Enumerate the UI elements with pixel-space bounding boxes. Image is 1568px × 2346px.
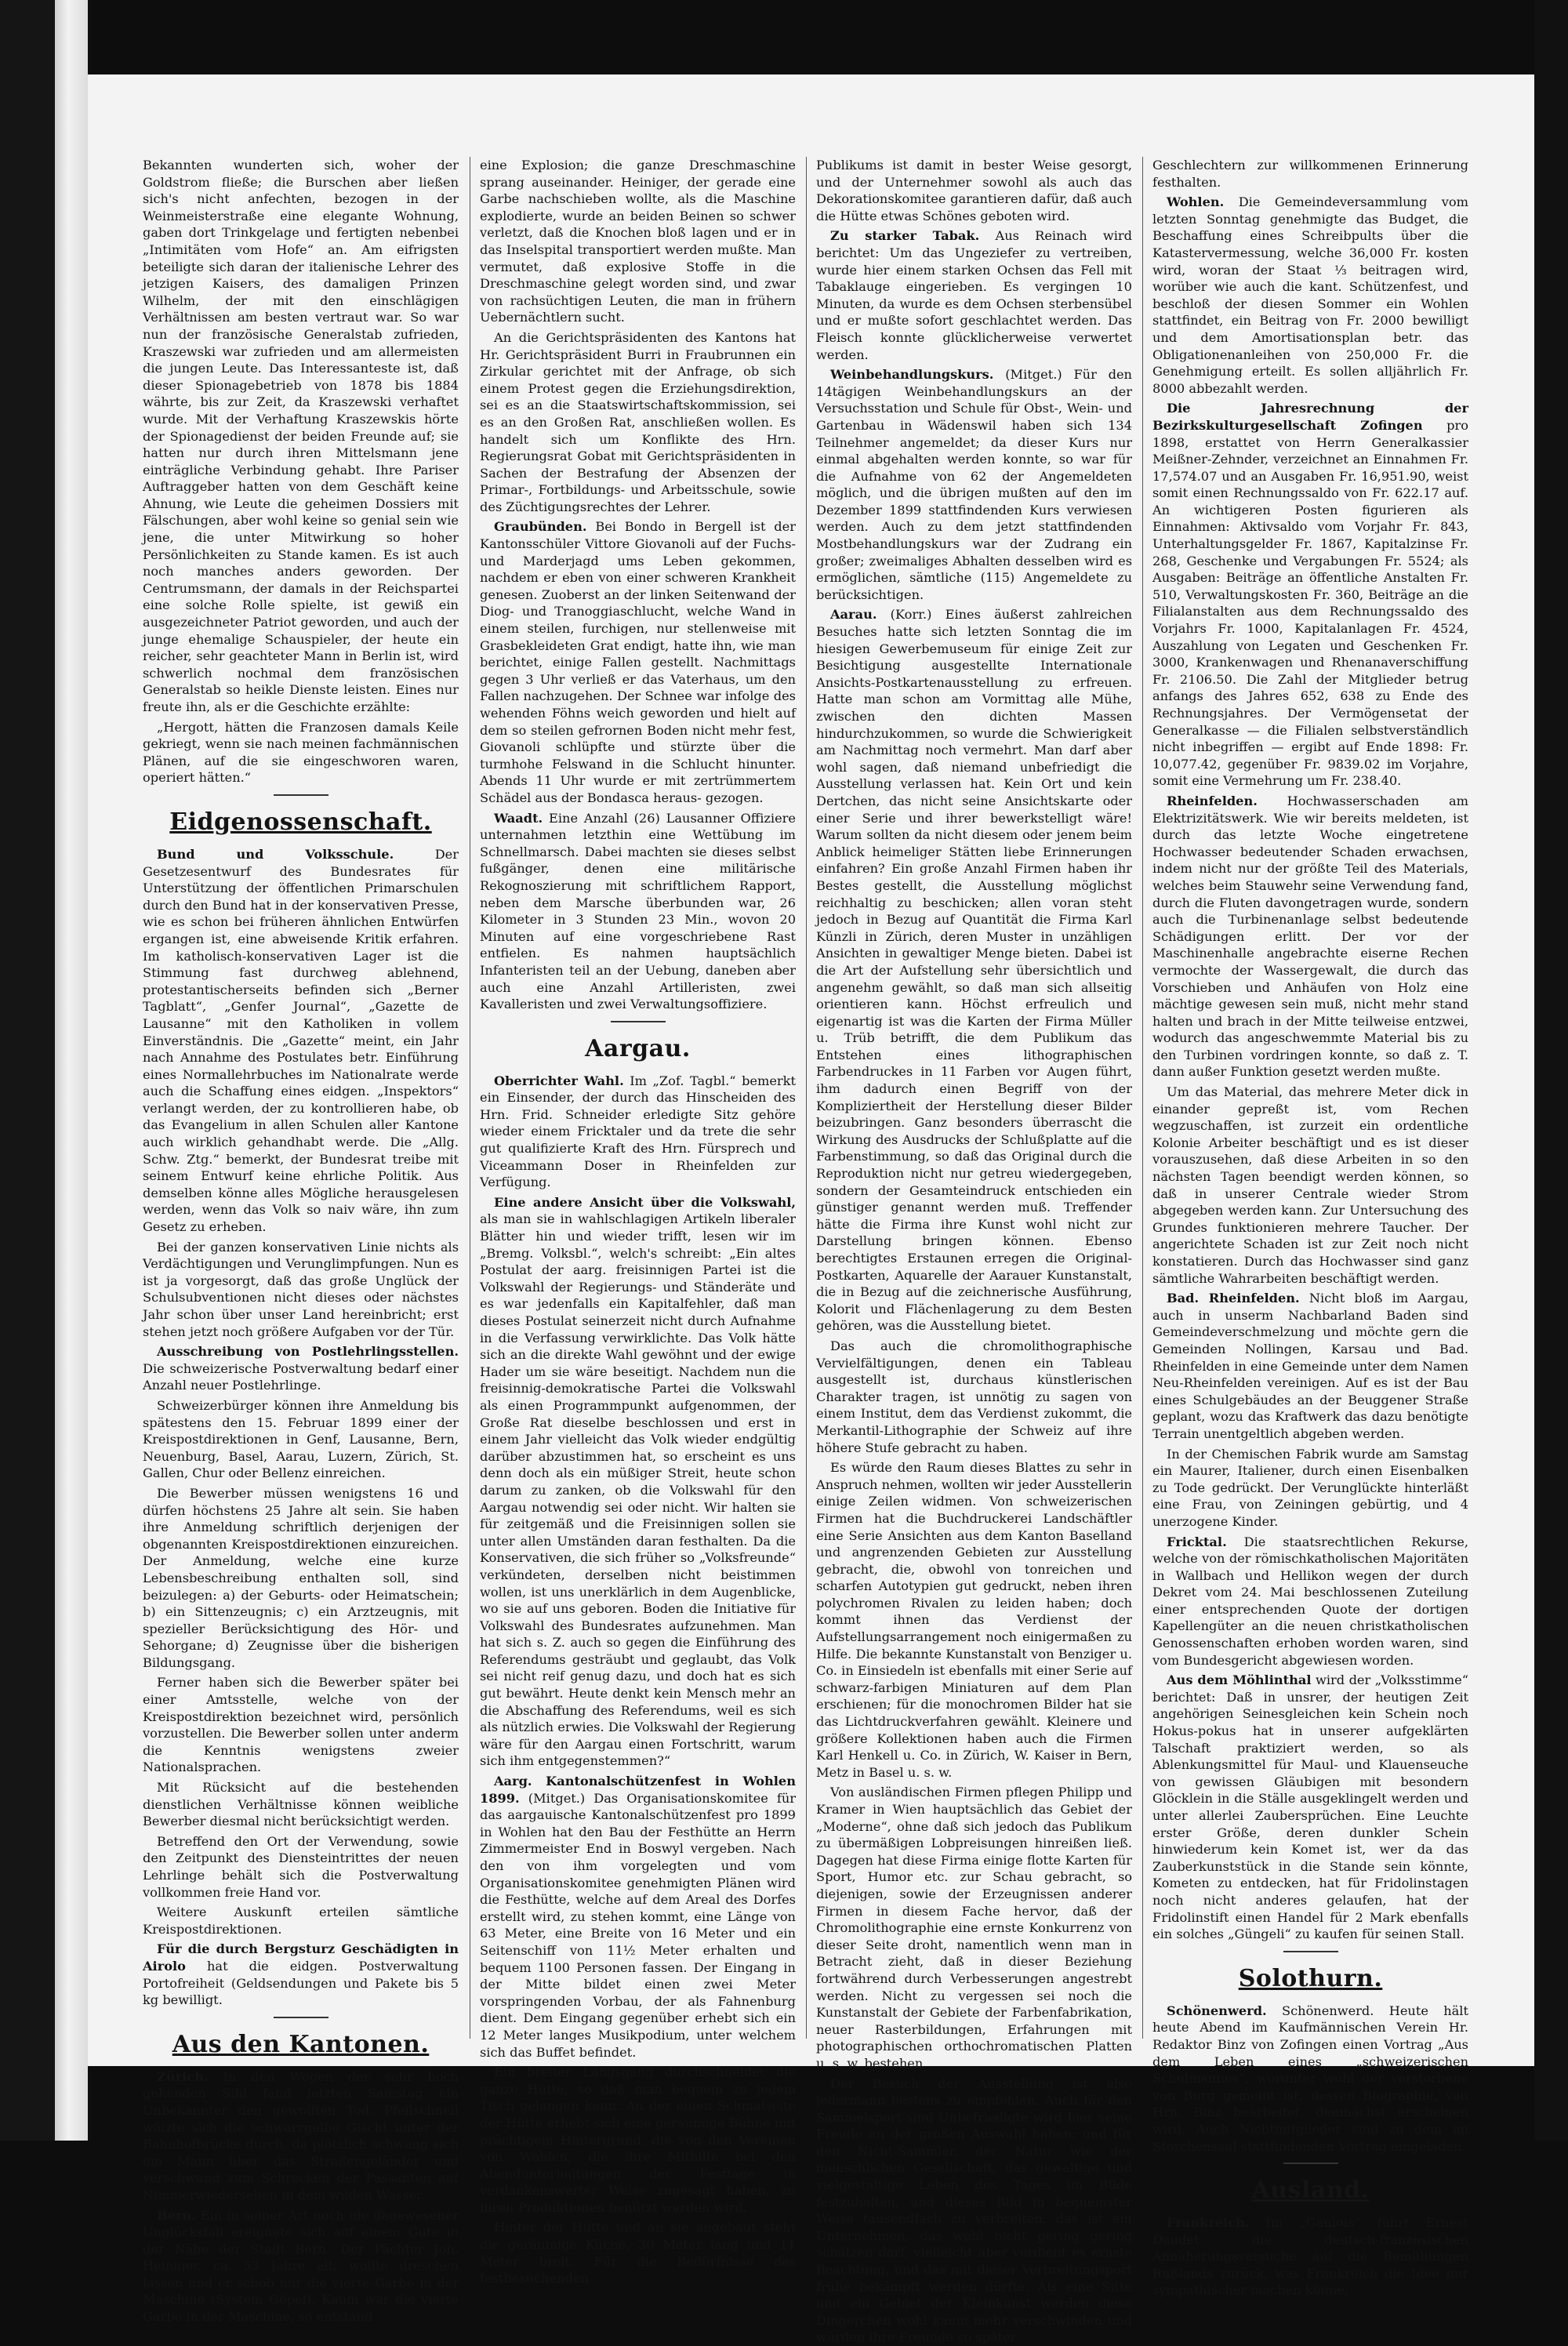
article-paragraph xyxy=(480,518,796,806)
article-headline: Aarg. Kantonalschützenfest in Wohlen 1899. xyxy=(480,1774,796,1806)
column-4 xyxy=(1152,157,1468,2054)
article-text: (Mitget.) Das Organisationskomitee für das aargauische Kantonalschützenfest pro 1899 in Wohlen hat den Bau der Festhütte an Herrn Zimmermeister End in Boswyl vergeben. Nach den von ihm vorgelegten und vom Organisationskomitee genehmigten Plänen wird die Festhütte, welche auf dem Areal des Dorfes erstellt wird, zu stehen kommt, eine Länge von 63 Meter, eine Breite von 16 Meter und ein Seitenschiff von 11½ Meter erhalten und bequem 1100 Personen fassen. Der Eingang in der Mitte bildet einen zwei Meter vorspringenden Vorbau, der als Fahnenburg dient. Dem Eingang gegenüber erhebt sich ein 12 Meter langes Musikpodium, unter welchem sich das Buffet befindet. xyxy=(480,1791,796,2060)
article-paragraph: „Hergott, hätten die Franzosen damals Keile gekriegt, wenn sie nach meinen fachmännischen Plänen, auf die sie eingeschworen waren, operiert hätten.“ xyxy=(143,719,459,786)
article-headline: Weinbehandlungskurs. xyxy=(830,367,993,382)
article-text: wird der „Volksstimme“ berichtet: Daß in unsrer, der heutigen Zeit angehörigen Seinesgleichen kein Schein noch Hokus-pokus hat in unserer aufgeklärten Talschaft praktiziert werden, so als Ablenkungsmittel für Maul- und Klauenseuche von gewissen Gläubigen mit besondern Glöcklein in die Ställe ausgeklingelt werden und unter allerlei Zaubersprüchen. Eine Leuchte erster Größe, deren dunkler Schein hinwiederum kein Komet ist, wer da das Zauberkunststück in die Stande sein könnte, Kometen zu entdecken, hat für Fridolinstagen noch nicht anderes gelaufen, hat der Fridolinstift einen Handel für 2 Mark ebenfalls ein solches „Güngeli“ zu kaufen für seinen Stall. xyxy=(1152,1672,1468,1941)
article-headline: Oberrichter Wahl. xyxy=(494,1073,624,1088)
article-paragraph xyxy=(143,2207,459,2326)
article-paragraph: Um das Material, das mehrere Meter dick in einander gepreßt ist, vom Rechen wegzuschaffen, ist zurzeit ein ordentliche Kolonie Arbeiter beschäftigt und es ist dieser vorauszusehen, daß diese Arbeiten in so den nächsten Tagen beendigt werden können, so daß in unserer Centrale wieder Strom abgegeben werden kann. Zur Untersuchung des Grundes funktionieren mehrere Taucher. Der angerichtete Schaden ist zur Zeit noch nicht konstatieren. Durch das Hochwasser sind ganz sämtliche Wahrarbeiten beschäftigt werden. xyxy=(1152,1084,1468,1287)
article-paragraph xyxy=(1152,1534,1468,1669)
article-paragraph xyxy=(1152,2003,1468,2155)
column-divider xyxy=(1142,157,1143,2039)
article-text: Bei Bondo in Bergell ist der Kantonsschüler Vittore Giovanoli auf der Fuchs- und Marderjagd ums Leben gekommen, nachdem er eben von einer schweren Krankheit genesen. Zuoberst an der linken Seitenwand der Diog- und Tranoggiaschlucht, welche Wand in einem steilen, furchigen, nur stellenweise mit Grasbekleideten Grat endigt, hatte ihn, wie man berichtet, einige Fallen gestellt. Nachmittags gegen 3 Uhr verließ er das Vaterhaus, um den Fallen nachzugehen. Der Schnee war infolge des wehenden Föhns weich geworden und hielt auf dem so steilen gefrornen Boden nicht mehr fest, Giovanoli schlüpfte und stürzte über die turmhohe Felswand in die Schlucht hinunter. Abends 11 Uhr wurde er mit zertrümmertem Schädel aus der Bondasca heraus- gezogen. xyxy=(480,519,796,805)
column-2 xyxy=(480,157,796,2054)
article-text: hat die eidgen. Postverwaltung Portofreiheit (Geldsendungen und Pakete bis 5 kg bewilligt. xyxy=(143,1959,459,2007)
article-paragraph xyxy=(480,1773,796,2061)
article-headline: Aus dem Möhlinthal xyxy=(1167,1672,1312,1687)
article-paragraph xyxy=(1152,1672,1468,1943)
article-paragraph: Das auch die chromolithographische Vervielfältigungen, denen ein Tableau ausgestellt ist, durchaus künstlerischen Charakter tragen, ist unnötig zu sagen von einem Institut, dem das Verdienst zukommt, die Merkantil-Lithographie der Schweiz auf ihre höhere Stufe gebracht zu haben. xyxy=(816,1338,1132,1456)
article-text: Schönenwerd. Heute hält heute Abend im Kaufmännischen Verein Hr. Redaktor Binz von Zofingen einen Vortrag „Aus dem Leben eines „schweizerischen Schulmannes“, worunter wohl der verstorbene von Burg gemeint ist, dessen Biographie, von Hrn. Binz bearbeitet, demnächst erscheinen wird. Auch Nichtmitglieder sind zu dem im Storchensaal stattfindenden Vortrag eingeladen. xyxy=(1152,2003,1468,2154)
article-paragraph: In der Chemischen Fabrik wurde am Samstag ein Maurer, Italiener, durch einen Eisenbalken zu Tode gedrückt. Der Verunglückte hinterläßt eine Frau, von Zeiningen gebürtig, und 4 unerzogene Kinder. xyxy=(1152,1446,1468,1531)
article-text: als man sie in wahlschlagigen Artikeln liberaler Blätter hin und wieder trifft, lesen wir im „Bremg. Volksbl.“, welch's schreibt: „Ein altes Postulat der aarg. freisinnigen Partei ist die Volkswahl der Regierungs- und Ständeräte und es war jedenfalls ein Kapitalfehler, daß man dieses Postulat seinerzeit nicht durch Aufnahme in die Verfassung verwirklichte. Das Volk hätte sich an die direkte Wahl gewöhnt und der ewige Hader um sie wäre beseitigt. Nachdem nun die freisinnig-demokratische Partei die Volkswahl als einen Programmpunkt aufgenommen, der Große Rat dieselbe beschlossen und erst in einem Jahr vielleicht das Volk wieder endgültig darüber abzustimmen hat, so erscheint es uns denn doch als ein müßiger Streit, heute schon darum zu zanken, ob die Volkswahl für den Aargau notwendig sei oder nicht. Wir halten sie für zeitgemäß und die Freisinnigen sollen sie unter allen Umständen daran festhalten. Da die Konservativen, die sich früher so „Volksfreunde“ verkündeten, derselben nicht beistimmen wollen, ist uns unerklärlich in dem Augenblicke, wo sie auf uns geboren. Boden die Initiative für Volkswahl des Bundesrates aufzunehmen. Man hat sich s. Z. auch so gegen die Einführung des Referendums gesträubt und geglaubt, das Volk sei nicht reif genug dazu, und doch hat es sich gut bewährt. Heute denkt kein Mensch mehr an die Abschaffung des Referendums, weil es sich als nützlich erwies. Die Volkswahl der Regierung wäre für den Aargau einen Fortschritt, warum sich ihm entgegenstemmen?“ xyxy=(480,1211,796,1768)
article-paragraph: Geschlechtern zur willkommenen Erinnerung festhalten. xyxy=(1152,157,1468,191)
article-headline: Die Jahresrechnung der Bezirkskulturgesellschaft Zofingen xyxy=(1152,401,1468,433)
article-text: Nicht bloß im Aargau, auch in unserm Nachbarland Baden sind Gemeindeverschmelzung und möchte gern die Gemeinden Nollingen, Karsau und Bad. Rheinfelden in eine Gemeinde unter dem Namen Neu-Rheinfelden vereinigen. Auf es ist der Bau eines Schulgebäudes an der Beuggener Straße geplant, wozu das Kraftwerk das dazu benötigte Terrain unentgeltlich abgeben werden. xyxy=(1152,1291,1468,1441)
section-title: Aus den Kantonen. xyxy=(143,2031,459,2059)
article-paragraph: Mit Rücksicht auf die bestehenden dienstlichen Verhältnisse können weibliche Bewerber diesmal nicht berücksichtigt werden. xyxy=(143,1779,459,1830)
article-text: Im „Gaulois“ führt Ernest Daudet die deutsch-französischen Annäherungsversuche auf die Bemühungen Rußlands zurück, was Frankreich die Idee nur sympathischer machen könne, xyxy=(1152,2215,1468,2297)
article-paragraph xyxy=(480,1194,796,1770)
article-paragraph: Der Besuch der Ausstellung ist also jedermann bestens zu empfehlen. Auch für den Sammelsport sind Unbefriedigte wird hier seine Freude an der großen Auswahl haben; und für den Nicht-Sammler, der Natur wie der menschlichen Gesellschaft, das gewaltige und vielgestaltige Leben des Tages im Bilde festzuhalten, und dieses Bild in bequemster Weise tausendfach zu verbreiten, das ist ein Unternehmen, das wohl nicht gering gering schätzen darf, vielleicht aber verdient es ernste Beachtung, und das mit dieser Verbreitungsport frühe bekämpft werden dürfte. Als eine Sitte und ein Gebiet der Kleinkunst werden diese Dingerchen wohl kaum mehr verschwinden und würden ihre Freunde so später xyxy=(816,2075,1132,2346)
section-rule xyxy=(274,794,328,796)
article-paragraph: Von ausländischen Firmen pflegen Philipp und Kramer in Wien hauptsächlich das Gebiet der „Moderne“, ohne daß sich jedoch das Publikum zu übermäßigen Lobpreisungen hinreißen ließ. Dagegen hat diese Firma einige flotte Karten für Sport, Humor etc. zur Schau gebracht, so diejenigen, sowie der Erzeugnissen anderer Firmen in diesem Fache hervor, daß der Chromolithographie eine ernste Konkurrenz von dieser Seite droht, namentlich wenn man in Betracht zieht, daß in dieser Beziehung fortwährend durch Verbesserungen angestrebt werden. Nicht zu vergessen sei noch die Kunstanstalt der Gebiete der Farbenfabrikation, neuer Rasterbildungen, Erfahrungen mit photographischen orthochromatischen Platten u. s. w. bestehen. xyxy=(816,1784,1132,2072)
article-paragraph xyxy=(480,1073,796,1191)
section-title: Solothurn. xyxy=(1152,1965,1468,1993)
article-text: (Korr.) Eines äußerst zahlreichen Besuches hatte sich letzten Sonntag die im hiesigen Gewerbemuseum für einige Zeit zur Besichtigung ausgestellte Internationale Ansichts-Postkartenausstellung zu erfreuen. Hatte man schon am Vormittag alle Mühe, zwischen den dichten Massen hindurchzukommen, so wurde die Schwierigkeit am Nachmittag noch vermehrt. Man darf aber wohl sagen, daß niemand unbefriedigt die Ausstellung verlassen hat. Kein Ort und kein Dertchen, das nicht seine Ansichtskarte oder einer Serie und ihrer bewerkstelligt wäre! Warum sollten da nicht diesem oder jenem beim Anblick heimeliger Stätten liebe Erinnerungen einfahren? Ein große Anzahl Firmen haben ihr Bestes gestellt, die Ausstellung möglichst reichhaltig zu beschicken; allen voran steht jedoch in Bezug auf Quantität die Firma Karl Künzli in Zürich, deren Muster in unzähligen Ansichten in gewaltiger Menge bieten. Dabei ist die Art der Aufstellung sehr übersichtlich und angenehm gewählt, so daß man sich allseitig orientieren kann. Höchst erfreulich und eigenartig ist was die Karten der Firma Müller u. Trüb betrifft, die dem Publikum das Entstehen eines lithographischen Farbendruckes in 11 Farben vor Augen führt, ihm dadurch einen Begriff von der Kompliziertheit der Herstellung dieser Bilder beizubringen. Ganz besonders überrascht die Wirkung des Ausdrucks der Schlußplatte auf die Farbenstimmung, so daß das Original durch die Reproduktion nicht nur getreu wiedergegeben, sondern der Gesamteindruck entschieden ein günstiger genannt werden muß. Treffender hätte die Firma ihre Kunst wohl nicht zur Darstellung bringen können. Ebenso berechtigtes Erstaunen erregen die Original-Postkarten, Aquarelle der Aarauer Kunstanstalt, die in Bezug auf die zeichnerische Ausführung, Kolorit und Flächenlagerung zu dem Besten gehören, was die Ausstellung bietet. xyxy=(816,607,1132,1333)
section-rule xyxy=(611,1021,666,1022)
article-headline: Eine andere Ansicht über die Volkswahl, xyxy=(494,1195,796,1210)
article-paragraph: Publikums ist damit in bester Weise gesorgt, und der Unternehmer sowohl als auch das Dekorationskomitee garantieren dafür, daß auch die Hütte etwas Schönes geboten wird. xyxy=(816,157,1132,224)
article-paragraph: Schweizerbürger können ihre Anmeldung bis spätestens den 15. Februar 1899 einer der Kreispostdirektionen in Genf, Lausanne, Bern, Neuenburg, Basel, Aarau, Luzern, Zürich, St. Gallen, Chur oder Bellenz einreichen. xyxy=(143,1397,459,1482)
article-headline: Bad. Rheinfelden. xyxy=(1167,1291,1300,1306)
article-headline: Aarau. xyxy=(830,607,877,622)
article-paragraph xyxy=(143,846,459,1236)
scan-background xyxy=(0,0,55,2141)
article-headline: Frankreich. xyxy=(1167,2215,1249,2230)
column-3 xyxy=(816,157,1132,2054)
article-text: Ein in seiner Art noch nie dagewesener Unglücksfall ereignete sich auf einem Gute in der Nähe der Stadt Bern. Der Pächter Joh. Heiniger, ca. 53 Jahre alt, wollte dreschen lassen und er schob nur die vierte Garbe in der Maschine (System Göpel). Kaum war die vierte Garbe in der Maschine, so entstand xyxy=(143,2208,459,2325)
article-paragraph xyxy=(1152,1290,1468,1442)
newspaper-page xyxy=(88,74,1534,2066)
section-rule xyxy=(1283,1951,1338,1952)
article-headline: Waadt. xyxy=(494,811,543,826)
article-paragraph xyxy=(1152,793,1468,1080)
section-title: Aargau. xyxy=(480,1035,796,1063)
article-paragraph: Ferner haben sich die Bewerber später bei einer Amtsstelle, welche von der Kreispostdirektion bezeichnet wird, persönlich vorzustellen. Die Bewerber sollen unter anderm die Kenntnis wenigstens zweier Nationalsprachen. xyxy=(143,1674,459,1776)
article-headline: Graubünden. xyxy=(494,519,587,534)
article-headline: Bern. xyxy=(157,2208,196,2223)
article-paragraph: Hinter der Hütte und an sie angebaut steht die geräumige Küche, 30 Meter lang und 11 Meter breit. Für die Bedürfnisse des festbesuchenden xyxy=(480,2219,796,2286)
article-headline: Ausschreibung von Postlehrlingsstellen. xyxy=(157,1344,459,1359)
article-headline: Wohlen. xyxy=(1167,194,1224,209)
article-text: Der Gesetzesentwurf des Bundesrates für Unterstützung der öffentlichen Primarschulen durch den Bund hat in der konservativen Presse, wie es schon bei früheren ähnlichen Entwürfen ergangen ist, eine abweisende Kritik erfahren. Im katholisch-konservativen Lager ist die Stimmung fast durchweg ablehnend, protestantischerseits befinden sich „Berner Tagblatt“, „Genfer Journal“, „Gazette de Lausanne“ mit den Katholiken in vollem Einverständnis. Die „Gazette“ meint, ein Jahr nach Annahme des Postulates betr. Einführung eines Normallehrbuches im Nationalrate werde auch die Schaffung eines eidgen. „Inspektors“ verlangt werden, der zu kontrollieren habe, ob das Evangelium in allen Schulen aller Kantone auch wirklich gehandhabt werde. Die „Allg. Schw. Ztg.“ bemerkt, der Bundesrat treibe mit seinem Entwurf keine ehrliche Politik. Aus demselben könne alles Mögliche herausgelesen werden, wenn das Volk so naiv wäre, ihn zum Gesetz zu erheben. xyxy=(143,847,459,1234)
article-headline: Schönenwerd. xyxy=(1167,2003,1267,2018)
article-headline: Zu starker Tabak. xyxy=(830,228,979,243)
article-headline: Für die durch Bergsturz Geschädigten in Airolo xyxy=(143,1941,459,1974)
article-paragraph xyxy=(816,366,1132,603)
article-paragraph: Bei der ganzen konservativen Linie nichts als Verdächtigungen und Verunglimpfungen. Nun es ist ja vorgesorgt, daß das große Unglück der Schulsubventionen nicht dieses oder nächstes Jahr schon über unser Land hereinbricht; erst stehen jetzt noch größere Aufgaben vor der Tür. xyxy=(143,1239,459,1341)
column-divider xyxy=(806,157,807,2039)
article-paragraph: Die Bewerber müssen wenigstens 16 und dürfen höchstens 25 Jahre alt sein. Sie haben ihre Anmeldung schriftlich derjenigen der obgenannten Kreispostdirektionen einzureichen. Der Anmeldung, welche eine kurze Lebensbeschreibung enthalten soll, sind beizulegen: a) der Geburts- oder Heimatschein; b) ein Sittenzeugnis; c) ein Arztzeugnis, mit spezieller Berücksichtigung des Hör- und Sehorgane; d) Zeugnisse über die bisherigen Bildungsgang. xyxy=(143,1485,459,1672)
scan-background-right xyxy=(1534,0,1568,2141)
article-text: pro 1898, erstattet von Herrn Generalkassier Meißner-Zehnder, verzeichnet an Einnahmen Fr. 17,574.07 und an Ausgaben Fr. 16,951.90, weist somit einen Rechnungssaldo von Fr. 622.17 auf. An wichtigeren Posten figurieren als Einnahmen: Aktivsaldo vom Vorjahr Fr. 843, Unterhaltungsgelder Fr. 1867, Kapitalzinse Fr. 268, Geschenke und Vergabungen Fr. 5524; als Ausgaben: Beiträge an öffentliche Anstalten Fr. 510, Verwaltungskosten Fr. 360, Beiträge an die Filialanstalten aus dem Rechnungssaldo des Vorjahrs Fr. 1000, Kapitalanlagen Fr. 4524, Auszahlung von Legaten und Geschenken Fr. 3000, Krankenwagen und Rhenanaverschiffung Fr. 2106.50. Die Zahl der Mitglieder betrug anfangs des Jahres 652, 638 zu Ende des Rechnungsjahres. Der Vermögensetat der Generalkasse — die Filialen selbstverständlich nicht inbegriffen — ergibt auf Ende 1898: Fr. 10,077.42, gegenüber Fr. 9839.02 im Vorjahre, somit eine Vermehrung um Fr. 238.40. xyxy=(1152,418,1468,788)
article-headline: Zürich. xyxy=(157,2069,209,2084)
article-text: (Mitget.) Für den 14tägigen Weinbehandlungskurs an der Versuchsstation und Schule für Obst-, Wein- und Gartenbau in Wädenswil haben sich 134 Teilnehmer angemeldet; da dieser Kurs nur einmal abgehalten werden konnte, so war für die Aufnahme von 62 der Angemeldeten möglich, und die übrigen mußten auf den im Dezember 1899 stattfindenden Kurs verwiesen werden. Auch zu dem jetzt stattfindenden Mostbehandlungskurs war der Zudrang ein großer; zweimaliges Abhalten desselben wird es ermöglichen, sämtliche (115) Angemeldete zu berücksichtigen. xyxy=(816,367,1132,602)
article-paragraph xyxy=(480,810,796,1013)
page-binding-edge xyxy=(55,0,88,2141)
article-text: Hochwasserschaden am Elektrizitätswerk. Wie wir bereits meldeten, ist durch das letzte Woche eingetretene Hochwasser bedeutender Schaden erwachsen, indem nicht nur der größte Teil des Materials, welches beim Stauwehr seine Verwendung fand, durch die Fluten davongetragen wurde, sondern auch die Turbinenanlage selbst bedeutende Schädigungen erlitt. Der vor der Maschinenhalle angebrachte eiserne Rechen vermochte der Wassergewalt, die durch das Vorschieben und Anhäufen von Holz eine mächtige gewesen sein muß, nicht mehr stand halten und brach in der Mitte teilweise entzwei, wodurch das angeschwemmte Material bis zu den Turbinen vordringen konnte, so daß z. T. dann außer Funktion gesetzt werden mußte. xyxy=(1152,794,1468,1080)
article-headline: Bund und Volksschule. xyxy=(157,847,394,862)
article-paragraph xyxy=(1152,2214,1468,2299)
article-paragraph xyxy=(143,1941,459,2008)
article-paragraph: Weitere Auskunft erteilen sämtliche Kreispostdirektionen. xyxy=(143,1904,459,1937)
article-headline: Rheinfelden. xyxy=(1167,794,1258,808)
article-paragraph xyxy=(816,606,1132,1335)
article-paragraph: Bekannten wunderten sich, woher der Goldstrom fließe; die Burschen aber ließen sich's nicht anfechten, bezogen in der Weinmeisterstraße eine elegante Wohnung, gaben dort Trinkgelage und fertigten nebenbei „Intimitäten vom Hofe“ an. Am eifrigsten beteiligte sich daran der italienische Lehrer des jetzigen Kaisers, des damaligen Prinzen Wilhelm, der mit den einschlägigen Verhältnissen am besten vertraut war. So war nun der französische Generalstab zufrieden, Kraszewski war zufrieden und am allermeisten die jungen Leute. Das Interessanteste ist, daß dieser Spionagebetrieb von 1878 bis 1884 währte, bis zur Zeit, da Kraszewski verhaftet wurde. Mit der Verhaftung Kraszewskis hörte der Spionagedienst der beiden Freunde auf; sie hatten nur durch ihren Mittelsmann jene einträgliche Verbindung gehabt. Ihre Pariser Auftraggeber hatten von dem Geschäft keine Ahnung, wie Leute die geheimen Dossiers mit Fälschungen, aber wohl keine so genial sein wie jene, die unter Mitwirkung so hoher Persönlichkeiten zu Stande kamen. Es ist auch noch manches anders geworden. Der Centrumsmann, der damals in der Reichspartei eine solche Rolle spielte, ist gewiß ein ausgezeichneter Patriot geworden, und auch der junge ehemalige Schauspieler, der heute ein reicher, sehr geachteter Mann in Berlin ist, wird schwerlich nochmal dem französischen Generalstab so heikle Dienste leisten. Eines nur freute ihn, als er die Geschichte erzählte: xyxy=(143,157,459,716)
article-paragraph: eine Explosion; die ganze Dreschmaschine sprang auseinander. Heiniger, der gerade eine Garbe nachschieben wollte, als die Maschine explodierte, wurde an beiden Beinen so schwer verletzt, daß die Knochen bloß lagen und er in das Inselspital transportiert werden mußte. Man vermutet, daß explosive Stoffe in die Dreschmaschine gelegt worden sind, und zwar von rachsüchtigen Leuten, die man in frühern Uebernächtlern sucht. xyxy=(480,157,796,326)
article-text: Aus Reinach wird berichtet: Um das Ungeziefer zu vertreiben, wurde hier einem starken Ochsen das Fell mit Tabaklauge eingerieben. Es vergingen 10 Minuten, da wurde es dem Ochsen sterbensübel und er mußte sofort geschlachtet werden. Das Fleisch konnte glücklicherweise verwertet werden. xyxy=(816,228,1132,361)
article-text: In den Wogen der sehr hoch gehenden Sihl fand letzten Samstag ein Unbekannter den gewollten Tod. Pfeilschnell wälzte sich die schwarzgelbe Gischt unter der Bahnhofbrücke durch, da plötzlich schwang sich ein Mann über das Straßengeländer und verschwand zum Schrecken der Passanten auf Nimmerwiedersehen in dem wilden Wasser. xyxy=(143,2069,459,2203)
article-text: Die Gemeindeversammlung vom letzten Sonntag genehmigte das Budget, die Beschaffung eines Schreibpults über die Katastervermessung, welche 36,000 Fr. kosten wird, woran der Staat ⅓ beitragen wird, worüber wie auch die kant. Schützenfest, und beschloß der diesen Sommer ein Wohlen stattfindet, ein Beitrag von Fr. 2000 bewilligt und dem Amortisationsplan betr. das Obligationenanleihen von 250,000 Fr. die Genehmigung erteilt. Es sollen alljährlich Fr. 8000 abbezahlt werden. xyxy=(1152,194,1468,396)
section-rule xyxy=(274,2017,328,2018)
article-paragraph: An die Gerichtspräsidenten des Kantons hat Hr. Gerichtspräsident Burri in Fraubrunnen ein Zirkular gerichtet mit der Anfrage, ob sich einem Protest gegen die Erziehungsdirektion, sei es an die Staatswirtschaftskommission, sei es an den Großen Rat, anschließen wollen. Es handelt sich um Konflikte des Hrn. Regierungsrat Gobat mit Gerichtspräsidenten in Sachen der Bestrafung der Absenzen der Primar-, Fortbildungs- und Arbeitsschule, sowie des Züchtigungsrechtes der Lehrer. xyxy=(480,329,796,516)
article-paragraph xyxy=(143,1343,459,1394)
article-text: Die staatsrechtlichen Rekurse, welche von der römischkatholischen Majoritäten in Wallbach und Hellikon wegen der durch Dekret vom 24. Mai beschlossenen Zuteilung einer entsprechenden Quote der dortigen Kapellengüter an die neuen christkatholischen Genossenschaften erhoben worden waren, sind vom Bundesgericht abgewiesen worden. xyxy=(1152,1534,1468,1668)
section-title: Ausland. xyxy=(1152,2177,1468,2205)
article-paragraph: Es würde den Raum dieses Blattes zu sehr in Anspruch nehmen, wollten wir jeder Ausstellerin einige Zeilen widmen. Von schweizerischen Firmen hat die Buchdruckerei Landschäftler eine Serie Ansichten aus dem Kanton Baselland und angrenzenden Gebieten zur Ausstellung gebracht, die, obwohl von tonreichen und scharfen Autotypien gut gedruckt, neben ihren polychromen Rivalen zu leiden haben; doch kommt ihnen das Verdienst der Aufstellungsarrangement noch einigermaßen zu Hilfe. Die bekannte Kunstanstalt von Benziger u. Co. in Einsiedeln ist ebenfalls mit einer Serie auf schwarz-farbigen Miniaturen auf dem Plan erschienen; für die monochromen Bilder hat sie das Lichtdruckverfahren gewählt. Kleinere und größere Kollektionen haben auch die Firmen Karl Henkell u. Co. in Zürich, W. Kaiser in Bern, Metz in Basel u. s. w. xyxy=(816,1459,1132,1781)
article-text: Im „Zof. Tagbl.“ bemerkt ein Einsender, der durch das Hinscheiden des Hrn. Frid. Schneider erledigte Sitz gehöre wieder einem Fricktaler und da trete die sehr gut qualifizierte Kraft des Hrn. Fürsprech und Viceammann Doser in Rheinfelden zur Verfügung. xyxy=(480,1073,796,1190)
article-paragraph xyxy=(1152,194,1468,397)
article-text: Eine Anzahl (26) Lausanner Offiziere unternahmen letzthin eine Wettübung im Schnellmarsch. Dabei machten sie dieses selbst fußgänger, denen eine militärische Rekognoszierung mit schriftlichem Rapport, neben dem Marsche überbunden war, 26 Kilometer in 3 Stunden 23 Min., wovon 20 Minuten auf eine vorgeschriebene Rast entfielen. Es nahmen hauptsächlich Infanteristen teil an der Uebung, daneben aber auch eine Anzahl Artilleristen, zwei Kavalleristen und zwei Verwaltungsoffiziere. xyxy=(480,811,796,1012)
article-paragraph xyxy=(816,227,1132,363)
article-headline: Fricktal. xyxy=(1167,1534,1227,1549)
article-paragraph: Ein breiter Längsgang durchschneidet die ganze Hütte, so daß man bequem zu jedem Tisch gelangen kann. An der einen Schmalseite der Hütte erhebt sich eine geräumige Bühne mit prächtigem Hintergrund, die von den Vereinen von Wohlen, die ihre Mithilfe bei den Abendunterhaltungen der Festtage in verdankenswerter Weise zugesagt haben, zu ihren Produktionen benützt werden wird. xyxy=(480,2064,796,2216)
section-title: Eidgenossenschaft. xyxy=(143,808,459,837)
article-paragraph: Betreffend den Ort der Verwendung, sowie den Zeitpunkt des Diensteintrittes der neuen Lehrlinge behält sich die Postverwaltung vollkommen freie Hand vor. xyxy=(143,1833,459,1901)
article-paragraph xyxy=(143,2068,459,2204)
article-text: Die schweizerische Postverwaltung bedarf einer Anzahl neuer Postlehrlinge. xyxy=(143,1361,459,1393)
article-paragraph xyxy=(1152,400,1468,790)
section-rule xyxy=(1283,2163,1338,2164)
column-1 xyxy=(143,157,459,2054)
